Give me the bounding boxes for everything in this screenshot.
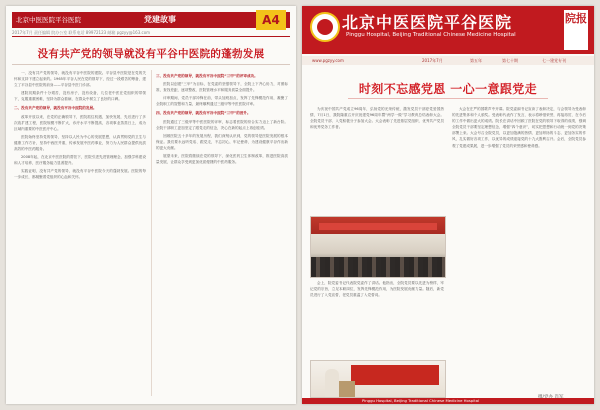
left-col2-paragraph: 展望未来，医院将继续在党的领导下，深化医药卫生体制改革，推进医院高质量发展，让群众享受到更加优质便捷的中医药服务。 [156,154,288,165]
left-page [6,6,296,404]
left-article-title: 没有共产党的领导就没有平谷中医院的蓬勃发展 [37,48,265,60]
left-meta-line: 2017年7月 责任编辑 院办公室 联系电话 89972123 邮箱 pgzyy@163.com [12,30,151,35]
masthead [302,6,594,54]
left-col1-paragraph: 实践证明，没有共产党的领导，就没有平谷中医院今天的蓬勃发展。医院的每一步成长，都凝聚着党组织的心血和关怀。 [14,169,146,180]
left-header-org: 北京中医医院平谷医院 [16,16,81,24]
meta-date: 2017年7月 [422,58,443,63]
left-header-rule [12,36,290,37]
left-column-name: 党建故事 [144,15,176,24]
left-col1-paragraph: 2008年起，在北京中医医院的帮扶下，医院引进先进管理理念，加强学科建设和人才培养，医疗服务能力显著提升。 [14,155,146,166]
right-title-rule [348,98,548,99]
left-col1-paragraph: 改革开放以来，在党的正确领导下，医院抓住机遇，加快发展，先后进行了多次改扩建工程，医院规模不断扩大，诊疗水平不断提高，各项事业蒸蒸日上，成为区域内重要的中医医疗中心。 [14,114,146,131]
right-article-column-1b [310,280,444,358]
masthead-english: Pinggu Hospital, Beijing Traditional Chinese Medicine Hospital [346,32,516,38]
left-col2-paragraph: 医院通过了三级甲等中医医院的评审，标志着医院的综合实力迈上了新台阶。全院干部职工更加坚定了跟党走的信念，决心在新的起点上再创佳绩。 [156,119,288,130]
left-article-column-2 [156,70,288,400]
page-number-badge: A4 [256,10,286,30]
left-col2-subheading: 四、没有共产党的领导，就没有平谷中医院“三甲”的晋升。 [156,111,251,116]
left-col1-subheading: 二、没有共产党的领导，就没有平谷中医院的发展。 [14,106,97,111]
right-col1b-text: 会上，院党委书记代表院党委作了讲话。他指出，全院党员要以先进为榜样，牢记党的宗旨，立足本职岗位，发挥先锋模范作用，为医院发展贡献力量。随后，新党员进行了入党宣誓，老党员重温了入党誓词。 [310,281,444,298]
meeting-photo [310,216,446,278]
left-col2-subheading: 三、没有共产党的领导，就没有平谷中医院“三甲”的评审成功。 [156,74,258,78]
right-article-column-1 [310,106,444,214]
right-article-title: 时刻不忘感党恩 一心一意跟党走 [358,82,538,96]
hospital-logo-icon [310,12,340,42]
meta-website: www.pgzyy.com [312,58,344,63]
speaker-photo [310,360,446,398]
footer-text: Pinggu Hospital, Beijing Traditional Chinese Medicine Hospital [362,398,480,403]
left-col1-paragraph: 一、没有共产党的领导，就没有平谷中医院的建院。平谷县中医院是在党的关怀和支持下建立起来的。1965年平谷人民在党的领导下，经过一段艰苦的筹备，建立了平谷县中医院的前身——平谷县中医门诊部。 [14,71,146,88]
column-divider [151,70,152,396]
meta-special: 七一建党专刊 [542,58,566,63]
left-article-column-1 [14,70,146,400]
left-col2-paragraph: 回顾医院五十多年的发展历程，我们深刻认识到，党的领导是医院发展的根本保证。我们要永远听党话、跟党走，不忘初心，牢记使命，为建设健康平谷作出新的更大贡献。 [156,133,288,150]
meta-year: 第五年 [470,58,482,63]
left-col1-paragraph: 建院初期条件十分艰苦，没有房子，没有设备，几位老中医在党组织的带领下，克服重重困难，坚持为群众看病，在群众中树立了良好的口碑。 [14,91,146,102]
left-col2-paragraph: 评审期间，党员干部冲锋在前，带头加班加点，发挥了先锋模范作用，凝聚了全院职工的智慧和力量，最终顺利通过三级甲等中医医院评审。 [156,96,288,107]
right-footer-bar [302,398,594,404]
right-article-column-2 [452,106,586,396]
right-col1-text: 为庆祝中国共产党成立96周年，弘扬党的光荣传统，激发党员干部爱党爱国热情，7月1日，我院隆重召开庆祝建党96周年暨“两学一做”学习教育总结表彰大会。全院党员干部、入党积极分子参加大会。大会表彰了先进基层党组织、优秀共产党员和优秀党务工作者。 [310,107,444,130]
left-col2-paragraph: 医院以创建“三甲”为目标，在党委的坚强领导下，全院上下齐心协力，对照标准，查找差距，逐项整改，医院管理水平和服务质量全面提升。 [156,82,288,93]
right-col2-text: 大会在庄严的国歌声中开幕。院党委副书记宣读了表彰决定，与会领导为受表彰的先进集体和个人颁奖。受表彰代表作了发言，表示将珍惜荣誉，再接再厉，在今后的工作中做出更大的成绩。院长在讲话中回顾了医院在党的领导下取得的成绩，强调全院党员干部要坚定理想信念，增强“四个意识”，切实把思想和行动统一到党的决策部署上来。大会号召全院党员，以更加饱满的热情、更加昂扬的斗志、更加务实的作风，扎实做好各项工作，以优异的成绩迎接党的十九大胜利召开。会后，全院党员参观了党建成果展，进一步增强了党员的荣誉感和使命感。 [452,107,586,148]
left-title-rule [12,64,290,65]
meta-issue: 第七十期 [502,58,518,63]
masthead-meta-bar [302,56,594,65]
masthead-badge: 院报 [564,10,588,50]
right-page [302,6,594,404]
masthead-title: 北京中医医院平谷医院 [342,13,513,32]
left-col1-paragraph: 医院始终坚持党的领导，坚持以人民为中心的发展思想，认真贯彻党的卫生与健康工作方针，坚持中西医并重，传承发展中医药事业，努力为人民群众提供优质高效的中医药服务。 [14,134,146,152]
